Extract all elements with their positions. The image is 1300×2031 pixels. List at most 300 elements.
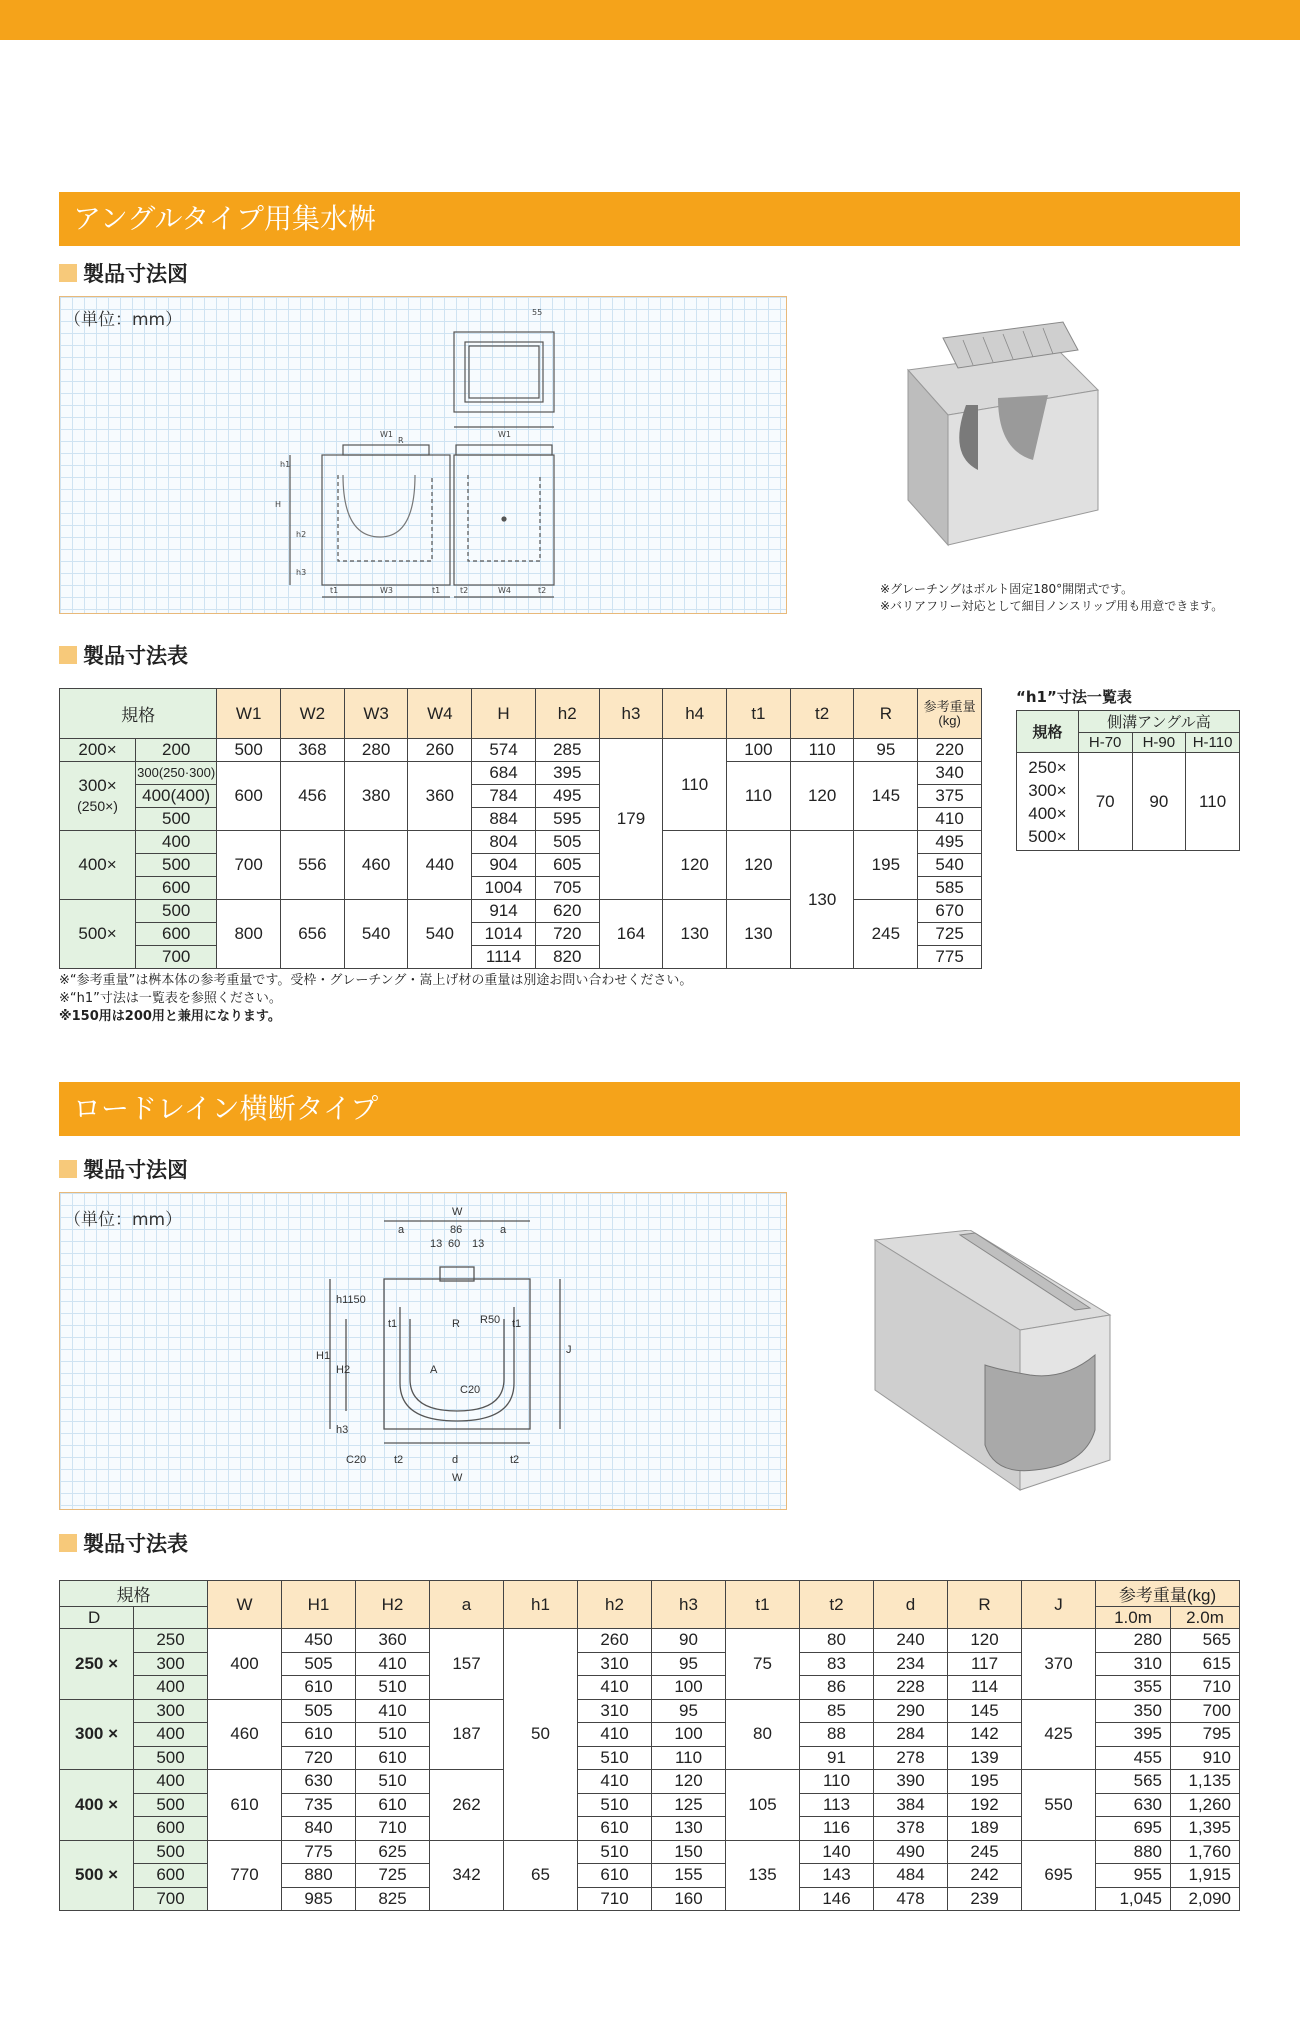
cell: 540 bbox=[344, 900, 408, 969]
cell: 425 bbox=[1022, 1699, 1096, 1770]
cell: 284 bbox=[874, 1723, 948, 1747]
cell: 360 bbox=[408, 762, 472, 831]
cell: 510 bbox=[356, 1770, 430, 1794]
cell: 342 bbox=[430, 1840, 504, 1911]
cell: 456 bbox=[281, 762, 345, 831]
label-55: 55 bbox=[532, 308, 543, 317]
cell: 142 bbox=[948, 1723, 1022, 1747]
cell: 239 bbox=[948, 1887, 1022, 1911]
label-R: R bbox=[398, 436, 404, 445]
cell-s: 200 bbox=[136, 739, 217, 762]
cell: 495 bbox=[918, 831, 982, 854]
cell: 500 bbox=[134, 1840, 208, 1864]
cell: 95 bbox=[652, 1699, 726, 1723]
th-weight: 参考重量(kg) bbox=[1096, 1581, 1240, 1607]
cell: 784 bbox=[472, 785, 536, 808]
drawing-label-text: 製品寸法図 bbox=[83, 262, 188, 286]
catch-basin-photo bbox=[848, 310, 1108, 550]
cell: 610 bbox=[282, 1723, 356, 1747]
cell: 600 bbox=[134, 1864, 208, 1888]
photo-note-2: ※バリアフリー対応として細目ノンスリップ用も用意できます。 bbox=[880, 599, 1224, 613]
label-W1: W1 bbox=[498, 430, 511, 439]
cell: 710 bbox=[1171, 1676, 1240, 1700]
cell-d: 400× bbox=[60, 831, 136, 900]
cell: 85 bbox=[800, 1699, 874, 1723]
cell: 110 bbox=[663, 739, 727, 831]
cell-s: 400 bbox=[136, 831, 217, 854]
cell: 770 bbox=[208, 1840, 282, 1911]
cell: 83 bbox=[800, 1652, 874, 1676]
section1-table-label bbox=[59, 640, 188, 670]
cell: 105 bbox=[726, 1770, 800, 1841]
cell: 155 bbox=[652, 1864, 726, 1888]
cell: 130 bbox=[790, 831, 854, 969]
cell: 804 bbox=[472, 831, 536, 854]
cell: 710 bbox=[578, 1887, 652, 1911]
cell: 610 bbox=[578, 1864, 652, 1888]
cell: 355 bbox=[1096, 1676, 1171, 1700]
table-row bbox=[60, 1629, 1240, 1653]
cell: 179 bbox=[599, 739, 663, 900]
cell: 1,395 bbox=[1171, 1817, 1240, 1841]
cell: 775 bbox=[918, 946, 982, 969]
cell: 410 bbox=[918, 808, 982, 831]
cell: 310 bbox=[1096, 1652, 1171, 1676]
cell: 395 bbox=[1096, 1723, 1171, 1747]
cell: 395 bbox=[535, 762, 599, 785]
cell: 565 bbox=[1096, 1770, 1171, 1794]
cell: 1,045 bbox=[1096, 1887, 1171, 1911]
cell: 400 bbox=[208, 1629, 282, 1700]
table-row bbox=[60, 1840, 1240, 1864]
cell: 600 bbox=[134, 1817, 208, 1841]
th-col: J bbox=[1022, 1581, 1096, 1629]
th-col: H1 bbox=[282, 1581, 356, 1629]
label-86: 86 bbox=[450, 1224, 463, 1236]
cell: 1,135 bbox=[1171, 1770, 1240, 1794]
cell: 75 bbox=[726, 1629, 800, 1700]
cell: 117 bbox=[948, 1652, 1022, 1676]
cell: 495 bbox=[535, 785, 599, 808]
cell: 720 bbox=[535, 923, 599, 946]
cell: 245 bbox=[948, 1840, 1022, 1864]
cell: 110 bbox=[790, 739, 854, 762]
unit-label: （単位：mm） bbox=[64, 310, 183, 330]
th-w4: W4 bbox=[408, 689, 472, 739]
cell: 380 bbox=[344, 762, 408, 831]
cell: 505 bbox=[535, 831, 599, 854]
label-a2: a bbox=[500, 1224, 507, 1236]
table-row bbox=[60, 1770, 1240, 1794]
cell: 460 bbox=[208, 1699, 282, 1770]
bullet-square-icon bbox=[59, 1534, 77, 1552]
cell-d: 200× bbox=[60, 739, 136, 762]
th-h4: h4 bbox=[663, 689, 727, 739]
cell: 500 × bbox=[60, 1840, 134, 1911]
h1-value: 90 bbox=[1132, 753, 1186, 851]
label-R50: R50 bbox=[480, 1314, 501, 1326]
th-weight: 参考重量 (kg) bbox=[918, 689, 982, 739]
cell: 100 bbox=[652, 1723, 726, 1747]
cell: 120 bbox=[652, 1770, 726, 1794]
cell-s: 600 bbox=[136, 877, 217, 900]
h1-th-group: 側溝アングル高 bbox=[1078, 711, 1239, 733]
cell: 234 bbox=[874, 1652, 948, 1676]
cell: 620 bbox=[535, 900, 599, 923]
th-col: h3 bbox=[652, 1581, 726, 1629]
bullet-square-icon bbox=[59, 1160, 77, 1178]
th-w2: W2 bbox=[281, 689, 345, 739]
cell: 370 bbox=[1022, 1629, 1096, 1700]
table-label-text: 製品寸法表 bbox=[83, 644, 188, 668]
cell: 610 bbox=[208, 1770, 282, 1841]
cell: 375 bbox=[918, 785, 982, 808]
cell: 510 bbox=[356, 1723, 430, 1747]
cell: 86 bbox=[800, 1676, 874, 1700]
cell: 1014 bbox=[472, 923, 536, 946]
cell: 116 bbox=[800, 1817, 874, 1841]
cell: 390 bbox=[874, 1770, 948, 1794]
cell: 110 bbox=[800, 1770, 874, 1794]
label-W3: W3 bbox=[380, 586, 393, 595]
cell: 384 bbox=[874, 1793, 948, 1817]
cell: 400 bbox=[134, 1770, 208, 1794]
section2-table-label bbox=[59, 1528, 188, 1558]
cell: 460 bbox=[344, 831, 408, 900]
cell: 410 bbox=[578, 1770, 652, 1794]
h1-dimension-table bbox=[1016, 710, 1240, 851]
th-spec: 規格 bbox=[60, 1581, 208, 1607]
cell: 310 bbox=[578, 1699, 652, 1723]
cell: 120 bbox=[727, 831, 791, 900]
cell: 145 bbox=[854, 762, 918, 831]
section2-title: ロードレイン横断タイプ bbox=[59, 1082, 1240, 1136]
cell: 300 bbox=[134, 1699, 208, 1723]
table-row bbox=[60, 1699, 1240, 1723]
section1-dimension-table bbox=[59, 688, 982, 969]
road-drain-photo bbox=[870, 1230, 1130, 1500]
cell: 260 bbox=[408, 739, 472, 762]
cell: 245 bbox=[854, 900, 918, 969]
cell-s: 600 bbox=[136, 923, 217, 946]
cell: 125 bbox=[652, 1793, 726, 1817]
label-t2b: t2 bbox=[538, 586, 547, 595]
cell: 340 bbox=[918, 762, 982, 785]
cell: 884 bbox=[472, 808, 536, 831]
cell: 192 bbox=[948, 1793, 1022, 1817]
cell: 139 bbox=[948, 1746, 1022, 1770]
unit-label: （単位：mm） bbox=[64, 1210, 183, 1230]
cell: 600 bbox=[217, 762, 281, 831]
cell: 280 bbox=[1096, 1629, 1171, 1653]
label-13: 13 bbox=[430, 1238, 443, 1250]
cell: 630 bbox=[282, 1770, 356, 1794]
th-h2: h2 bbox=[535, 689, 599, 739]
cell: 100 bbox=[652, 1676, 726, 1700]
th-r: R bbox=[854, 689, 918, 739]
label-A: C20 bbox=[460, 1384, 481, 1396]
cell: 985 bbox=[282, 1887, 356, 1911]
cell: 410 bbox=[578, 1676, 652, 1700]
section1-drawing-label bbox=[59, 258, 188, 288]
h1-spec: 300× bbox=[1028, 780, 1067, 800]
cell: 310 bbox=[578, 1652, 652, 1676]
cell: 95 bbox=[652, 1652, 726, 1676]
cell: 700 bbox=[134, 1887, 208, 1911]
cell: 565 bbox=[1171, 1629, 1240, 1653]
cell: 735 bbox=[282, 1793, 356, 1817]
section-body bbox=[384, 1279, 530, 1429]
label-a: a bbox=[398, 1224, 405, 1236]
label-C20: C20 bbox=[346, 1454, 367, 1466]
cell: 130 bbox=[727, 900, 791, 969]
cell: 250 × bbox=[60, 1629, 134, 1700]
th-col: R bbox=[948, 1581, 1022, 1629]
cell: 120 bbox=[948, 1629, 1022, 1653]
cell: 280 bbox=[344, 739, 408, 762]
cell: 242 bbox=[948, 1864, 1022, 1888]
cell: 880 bbox=[1096, 1840, 1171, 1864]
cell: 400 × bbox=[60, 1770, 134, 1841]
cell: 300 × bbox=[60, 1699, 134, 1770]
cell: 285 bbox=[535, 739, 599, 762]
label-h3: h3 bbox=[336, 1424, 349, 1436]
h1-th-col: H-70 bbox=[1078, 733, 1132, 753]
dimension-drawing-1 bbox=[59, 296, 787, 614]
cell: 195 bbox=[948, 1770, 1022, 1794]
cell: 410 bbox=[578, 1723, 652, 1747]
cell: 510 bbox=[578, 1840, 652, 1864]
cell: 914 bbox=[472, 900, 536, 923]
cell: 120 bbox=[790, 762, 854, 831]
cell: 450 bbox=[282, 1629, 356, 1653]
cell: 510 bbox=[578, 1793, 652, 1817]
cell: 775 bbox=[282, 1840, 356, 1864]
th-spec: 規格 bbox=[60, 689, 217, 739]
cell: 378 bbox=[874, 1817, 948, 1841]
cell-d bbox=[60, 762, 136, 831]
label-t1b: t1 bbox=[512, 1318, 522, 1330]
label-d: d bbox=[452, 1454, 459, 1466]
cell: 260 bbox=[578, 1629, 652, 1653]
cell: 700 bbox=[1171, 1699, 1240, 1723]
cell: 540 bbox=[918, 854, 982, 877]
cell: 164 bbox=[599, 900, 663, 969]
label-t1: t1 bbox=[330, 586, 339, 595]
cell: 160 bbox=[652, 1887, 726, 1911]
dimension-drawing-2 bbox=[59, 1192, 787, 1510]
cell: 400 bbox=[134, 1723, 208, 1747]
cell: 300 bbox=[134, 1652, 208, 1676]
label-W: W bbox=[452, 1206, 463, 1218]
cell: 610 bbox=[578, 1817, 652, 1841]
cell: 150 bbox=[652, 1840, 726, 1864]
th-t1: t1 bbox=[727, 689, 791, 739]
th-col: h1 bbox=[504, 1581, 578, 1629]
cell: 478 bbox=[874, 1887, 948, 1911]
h1-specs bbox=[1017, 753, 1079, 851]
cell: 625 bbox=[356, 1840, 430, 1864]
cell: 187 bbox=[430, 1699, 504, 1770]
cell: 500 bbox=[134, 1793, 208, 1817]
cell: 1,915 bbox=[1171, 1864, 1240, 1888]
cell: 350 bbox=[1096, 1699, 1171, 1723]
th-col: a bbox=[430, 1581, 504, 1629]
cell: 880 bbox=[282, 1864, 356, 1888]
cell: 610 bbox=[356, 1746, 430, 1770]
top-banner bbox=[0, 0, 1300, 40]
cell-s: 500 bbox=[136, 808, 217, 831]
cell: 540 bbox=[408, 900, 472, 969]
photo-note-1: ※グレーチングはボルト固定180°開閉式です。 bbox=[880, 582, 1134, 596]
cell: 440 bbox=[408, 831, 472, 900]
cell: 1114 bbox=[472, 946, 536, 969]
cell-d: 500× bbox=[60, 900, 136, 969]
cell: 556 bbox=[281, 831, 345, 900]
cell: 360 bbox=[356, 1629, 430, 1653]
cell: 157 bbox=[430, 1629, 504, 1700]
cell: 113 bbox=[800, 1793, 874, 1817]
cell: 510 bbox=[578, 1746, 652, 1770]
bullet-square-icon bbox=[59, 646, 77, 664]
label-W4: W4 bbox=[498, 586, 511, 595]
cell-s: 500 bbox=[136, 854, 217, 877]
cell: 88 bbox=[800, 1723, 874, 1747]
th-col: W bbox=[208, 1581, 282, 1629]
label-t2b: t2 bbox=[510, 1454, 520, 1466]
cell: 656 bbox=[281, 900, 345, 969]
cell: 505 bbox=[282, 1699, 356, 1723]
label-R: A bbox=[430, 1364, 438, 1376]
cell: 484 bbox=[874, 1864, 948, 1888]
cell: 720 bbox=[282, 1746, 356, 1770]
h1-th-col: H-90 bbox=[1132, 733, 1186, 753]
bullet-square-icon bbox=[59, 264, 77, 282]
label-h1150: h1150 bbox=[336, 1294, 366, 1306]
cell: 91 bbox=[800, 1746, 874, 1770]
cell: 820 bbox=[535, 946, 599, 969]
cell-s: 400(400) bbox=[136, 785, 217, 808]
cell: 630 bbox=[1096, 1793, 1171, 1817]
cell: 840 bbox=[282, 1817, 356, 1841]
cell: 120 bbox=[663, 831, 727, 900]
th-t2: t2 bbox=[790, 689, 854, 739]
h1-value: 110 bbox=[1186, 753, 1240, 851]
cell: 90 bbox=[652, 1629, 726, 1653]
th-col: d bbox=[874, 1581, 948, 1629]
h1-value: 70 bbox=[1078, 753, 1132, 851]
cell-s: 300(250·300) bbox=[136, 762, 217, 785]
cell: 510 bbox=[356, 1676, 430, 1700]
cell: 400 bbox=[134, 1676, 208, 1700]
cell: 610 bbox=[282, 1676, 356, 1700]
cell: 710 bbox=[356, 1817, 430, 1841]
cell: 955 bbox=[1096, 1864, 1171, 1888]
label-h3: h3 bbox=[296, 568, 307, 577]
cell: 2,090 bbox=[1171, 1887, 1240, 1911]
cell: 80 bbox=[726, 1699, 800, 1770]
th-weight-col: 1.0m bbox=[1096, 1607, 1171, 1629]
cell: 65 bbox=[504, 1840, 578, 1911]
cell: 146 bbox=[800, 1887, 874, 1911]
cell: 50 bbox=[504, 1629, 578, 1841]
cell: 290 bbox=[874, 1699, 948, 1723]
cell: 605 bbox=[535, 854, 599, 877]
label-J: J bbox=[566, 1344, 572, 1356]
label-h2: h2 bbox=[296, 530, 307, 539]
cell-d-sub: (250×) bbox=[77, 798, 118, 814]
cell: 500 bbox=[217, 739, 281, 762]
label-t2: t2 bbox=[394, 1454, 404, 1466]
h1-spec: 400× bbox=[1028, 803, 1067, 823]
side-view-body bbox=[322, 455, 450, 585]
cell: 800 bbox=[217, 900, 281, 969]
label-13b: 13 bbox=[472, 1238, 485, 1250]
cell: 684 bbox=[472, 762, 536, 785]
cell: 140 bbox=[800, 1840, 874, 1864]
cell: 695 bbox=[1096, 1817, 1171, 1841]
cell: 670 bbox=[918, 900, 982, 923]
cell: 700 bbox=[217, 831, 281, 900]
cell: 95 bbox=[854, 739, 918, 762]
section1-title: アングルタイプ用集水桝 bbox=[59, 192, 1240, 246]
label-t2: t2 bbox=[460, 586, 469, 595]
th-d: D bbox=[60, 1607, 134, 1629]
cell: 130 bbox=[663, 900, 727, 969]
cell: 189 bbox=[948, 1817, 1022, 1841]
cell: 250 bbox=[134, 1629, 208, 1653]
cell: 240 bbox=[874, 1629, 948, 1653]
cell: 100 bbox=[727, 739, 791, 762]
th-col: t2 bbox=[800, 1581, 874, 1629]
h1-th-col: H-110 bbox=[1186, 733, 1240, 753]
cell: 574 bbox=[472, 739, 536, 762]
cell: 455 bbox=[1096, 1746, 1171, 1770]
cell: 80 bbox=[800, 1629, 874, 1653]
cell: 490 bbox=[874, 1840, 948, 1864]
catch-basin-drawing bbox=[60, 297, 788, 615]
label-h1: h1 bbox=[280, 460, 291, 469]
cell: 725 bbox=[918, 923, 982, 946]
cell-s: 700 bbox=[136, 946, 217, 969]
cell: 145 bbox=[948, 1699, 1022, 1723]
th-weight-col: 2.0m bbox=[1171, 1607, 1240, 1629]
cell: 610 bbox=[356, 1793, 430, 1817]
cell-s: 500 bbox=[136, 900, 217, 923]
cell: 278 bbox=[874, 1746, 948, 1770]
label-H2: H2 bbox=[336, 1364, 351, 1376]
label-t1b: t1 bbox=[432, 586, 441, 595]
cell: 505 bbox=[282, 1652, 356, 1676]
cell: 410 bbox=[356, 1699, 430, 1723]
cell: 110 bbox=[727, 762, 791, 831]
cell: 500 bbox=[134, 1746, 208, 1770]
cell: 904 bbox=[472, 854, 536, 877]
cell-d-main: 300× bbox=[78, 776, 117, 795]
th-w3: W3 bbox=[344, 689, 408, 739]
h1-th-spec: 規格 bbox=[1017, 711, 1079, 753]
road-drain-drawing bbox=[60, 1193, 788, 1511]
drawing-label-text: 製品寸法図 bbox=[83, 1158, 188, 1182]
label-W1-side: W1 bbox=[380, 430, 393, 439]
cell: 550 bbox=[1022, 1770, 1096, 1841]
th-spacer bbox=[134, 1607, 208, 1629]
label-t1: t1 bbox=[388, 1318, 398, 1330]
cell: 705 bbox=[535, 877, 599, 900]
cell: 585 bbox=[918, 877, 982, 900]
label-60: 60 bbox=[448, 1238, 461, 1250]
th-h: H bbox=[472, 689, 536, 739]
